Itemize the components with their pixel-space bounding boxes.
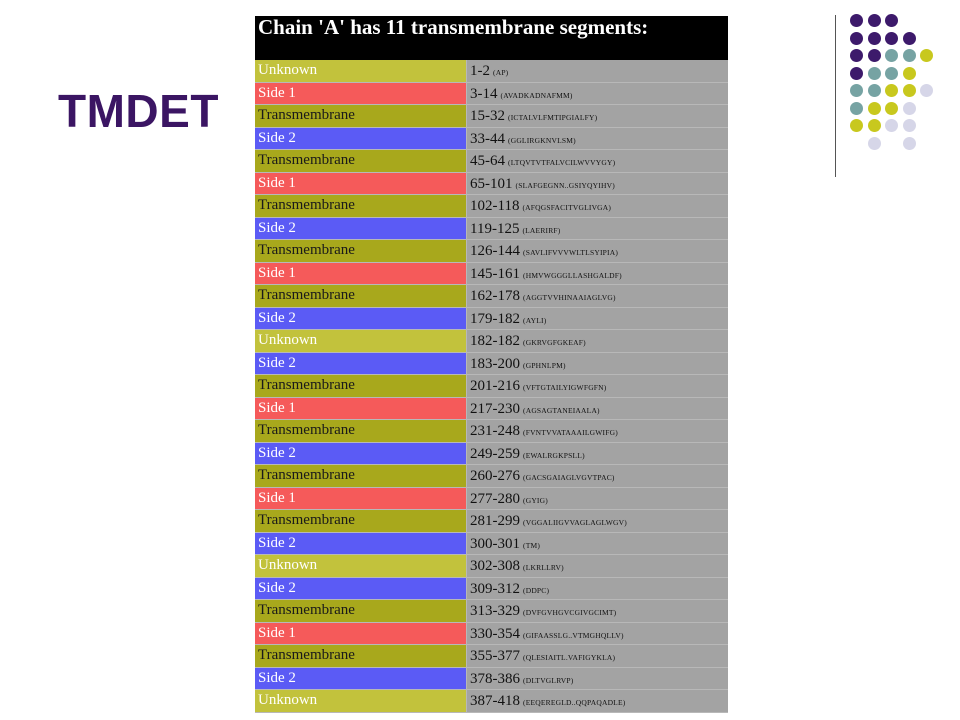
decorative-dot	[868, 119, 881, 132]
segment-sequence: (DLTVGLRVP)	[523, 675, 574, 685]
decorative-dot	[885, 49, 898, 62]
decorative-dot	[850, 67, 863, 80]
segment-range-cell	[467, 600, 728, 622]
segment-range-cell	[467, 488, 728, 510]
segment-sequence: (GGLIRGKNVLSM)	[508, 135, 576, 145]
segment-range-cell	[467, 465, 728, 487]
table-row	[255, 173, 728, 196]
segment-type-cell: Side 1	[255, 398, 467, 420]
table-row	[255, 690, 728, 713]
segment-sequence: (AP)	[493, 68, 509, 77]
segment-range-cell	[467, 645, 728, 667]
segment-range: 119-125	[470, 220, 520, 237]
segment-type-cell: Transmembrane	[255, 375, 467, 397]
decorative-dot	[885, 32, 898, 45]
table-row	[255, 330, 728, 353]
table-row	[255, 128, 728, 151]
segment-sequence: (GYIG)	[523, 495, 548, 505]
segment-range-cell	[467, 668, 728, 690]
decorative-dot	[850, 84, 863, 97]
table-row	[255, 668, 728, 691]
segment-range-cell	[467, 353, 728, 375]
segment-sequence: (GACSGAIAGLVGVTPAC)	[523, 473, 615, 482]
table-row	[255, 645, 728, 668]
tmdet-results-table	[255, 16, 728, 713]
decorative-dot	[868, 137, 881, 150]
segment-range-cell	[467, 308, 728, 330]
table-row	[255, 353, 728, 376]
segment-type-cell: Side 1	[255, 488, 467, 510]
table-row	[255, 285, 728, 308]
segment-type-cell: Side 1	[255, 83, 467, 105]
segment-sequence: (AGGTVVHINAAIAGLVG)	[523, 293, 616, 302]
segment-range: 145-161	[470, 265, 520, 282]
decorative-dot	[903, 67, 916, 80]
segment-range-cell	[467, 263, 728, 285]
segment-type-cell: Transmembrane	[255, 195, 467, 217]
segment-type-cell: Transmembrane	[255, 420, 467, 442]
segment-range-cell	[467, 60, 728, 82]
segment-sequence: (AYLI)	[523, 315, 547, 325]
segment-sequence: (FVNTVVATAAAILGWIFG)	[523, 428, 618, 437]
segment-type-cell: Side 2	[255, 128, 467, 150]
decorative-dot	[868, 14, 881, 27]
segment-type-cell: Transmembrane	[255, 150, 467, 172]
segment-type-cell: Side 2	[255, 218, 467, 240]
segment-range-cell	[467, 623, 728, 645]
segment-sequence: (AFQGSFACITVGLIVGA)	[522, 203, 612, 212]
segment-range: 162-178	[470, 288, 520, 304]
table-row	[255, 600, 728, 623]
segment-range-cell	[467, 285, 728, 307]
segment-range: 102-118	[470, 198, 520, 214]
segment-type-cell: Unknown	[255, 330, 467, 352]
segment-sequence: (GKRVGFGKEAF)	[523, 338, 586, 347]
segment-range-cell	[467, 128, 728, 150]
table-row	[255, 398, 728, 421]
segment-sequence: (DDPC)	[523, 585, 550, 595]
segment-type-cell: Side 2	[255, 308, 467, 330]
segment-range: 126-144	[470, 243, 520, 259]
segment-range-cell	[467, 533, 728, 555]
decorative-dot	[885, 84, 898, 97]
table-row	[255, 240, 728, 263]
segment-range: 65-101	[470, 175, 513, 192]
segment-range-cell	[467, 398, 728, 420]
segment-sequence: (AGSAGTANEIAALA)	[523, 405, 600, 415]
segment-range: 183-200	[470, 355, 520, 372]
decorative-dot	[850, 32, 863, 45]
segment-type-cell: Side 2	[255, 353, 467, 375]
slide-title: TMDET	[58, 85, 219, 137]
segment-range: 33-44	[470, 130, 505, 147]
table-row	[255, 488, 728, 511]
segment-range: 45-64	[470, 153, 505, 169]
decorative-dot-grid	[850, 14, 950, 154]
segment-sequence: (EEQEREGLD..QQPAQADLE)	[523, 698, 626, 707]
decorative-dot	[903, 32, 916, 45]
decorative-dot	[868, 102, 881, 115]
segment-range-cell	[467, 330, 728, 352]
segment-range-cell	[467, 83, 728, 105]
table-row	[255, 150, 728, 173]
segment-sequence: (DVFGVHGVCGIVGCIMT)	[523, 608, 617, 617]
table-row	[255, 623, 728, 646]
segment-sequence: (VGGALIIGVVAGLAGLWGV)	[523, 518, 627, 527]
segment-range: 231-248	[470, 423, 520, 439]
segment-range: 260-276	[470, 468, 520, 484]
segment-type-cell: Side 1	[255, 263, 467, 285]
table-row	[255, 105, 728, 128]
segment-range: 309-312	[470, 580, 520, 597]
segment-range-cell	[467, 173, 728, 195]
decorative-dot	[850, 102, 863, 115]
segment-type-cell: Unknown	[255, 555, 467, 577]
segment-sequence: (LTQVTVTFALVCILWVVYGY)	[508, 158, 616, 167]
decorative-dot	[885, 67, 898, 80]
segment-range-cell	[467, 510, 728, 532]
decorative-dot	[903, 49, 916, 62]
segment-type-cell: Side 2	[255, 578, 467, 600]
decorative-dot	[885, 102, 898, 115]
segment-range-cell	[467, 105, 728, 127]
decorative-dot	[920, 84, 933, 97]
segment-type-cell: Unknown	[255, 60, 467, 82]
decorative-dot	[868, 49, 881, 62]
table-row	[255, 555, 728, 578]
segment-range: 281-299	[470, 513, 520, 529]
table-row	[255, 375, 728, 398]
segment-range: 387-418	[470, 693, 520, 709]
segment-range-cell	[467, 375, 728, 397]
segment-sequence: (GIFAASSLG..VTMGHQLLV)	[523, 630, 624, 640]
decorative-dot	[868, 67, 881, 80]
decorative-dot	[903, 119, 916, 132]
segment-type-cell: Side 2	[255, 533, 467, 555]
segment-range: 330-354	[470, 625, 520, 642]
decorative-dot	[868, 84, 881, 97]
segment-range: 15-32	[470, 108, 505, 124]
segment-range: 249-259	[470, 445, 520, 462]
segment-range-cell	[467, 690, 728, 712]
segment-range-cell	[467, 420, 728, 442]
segment-sequence: (TM)	[523, 540, 541, 550]
table-row	[255, 465, 728, 488]
segment-range: 302-308	[470, 558, 520, 574]
segment-type-cell: Transmembrane	[255, 240, 467, 262]
decorative-dot	[868, 32, 881, 45]
segment-range-cell	[467, 578, 728, 600]
decorative-dot	[920, 49, 933, 62]
segment-sequence: (LKRLLRV)	[523, 563, 564, 572]
decorative-dot	[903, 102, 916, 115]
table-row	[255, 195, 728, 218]
segment-range: 3-14	[470, 85, 498, 102]
segment-range: 378-386	[470, 670, 520, 687]
table-row	[255, 578, 728, 601]
table-row	[255, 308, 728, 331]
segment-type-cell: Unknown	[255, 690, 467, 712]
table-row	[255, 510, 728, 533]
segment-sequence: (SLAFGEGNN..GSIYQYIHV)	[515, 180, 615, 190]
segment-range-cell	[467, 555, 728, 577]
segment-range-cell	[467, 240, 728, 262]
segment-sequence: (GPHNLPM)	[523, 360, 566, 370]
segment-range-cell	[467, 150, 728, 172]
table-row	[255, 443, 728, 466]
segment-type-cell: Side 1	[255, 623, 467, 645]
segment-type-cell: Side 1	[255, 173, 467, 195]
decorative-dot	[850, 49, 863, 62]
table-row	[255, 218, 728, 241]
vertical-divider	[835, 15, 836, 177]
table-row	[255, 60, 728, 83]
segment-type-cell: Side 2	[255, 443, 467, 465]
table-row	[255, 83, 728, 106]
segment-type-cell: Side 2	[255, 668, 467, 690]
segment-sequence: (LAERIRF)	[522, 225, 561, 235]
segment-sequence: (HMVWGGGLLASHGALDF)	[523, 270, 622, 280]
segment-range-cell	[467, 195, 728, 217]
segment-type-cell: Transmembrane	[255, 285, 467, 307]
segment-range: 179-182	[470, 310, 520, 327]
table-row	[255, 263, 728, 286]
table-row	[255, 420, 728, 443]
segment-range: 355-377	[470, 648, 520, 664]
segment-range: 182-182	[470, 333, 520, 349]
table-header: Chain 'A' has 11 transmembrane segments:	[255, 16, 728, 60]
segment-sequence: (QLESIAITL.VAFIGYKLA)	[523, 653, 616, 662]
segment-range: 277-280	[470, 490, 520, 507]
segment-type-cell: Transmembrane	[255, 510, 467, 532]
segment-range: 217-230	[470, 400, 520, 417]
segment-sequence: (AVADKADNAFMM)	[500, 90, 573, 100]
decorative-dot	[885, 14, 898, 27]
table-row	[255, 533, 728, 556]
table-body	[255, 60, 728, 713]
decorative-dot	[903, 84, 916, 97]
decorative-dot	[850, 14, 863, 27]
decorative-dot	[885, 119, 898, 132]
segment-type-cell: Transmembrane	[255, 105, 467, 127]
segment-range: 1-2	[470, 63, 490, 79]
segment-range: 201-216	[470, 378, 520, 394]
segment-sequence: (ICTALVLFMTIPGIALFY)	[508, 113, 598, 122]
segment-type-cell: Transmembrane	[255, 645, 467, 667]
segment-range: 313-329	[470, 603, 520, 619]
decorative-dot	[850, 119, 863, 132]
decorative-dot	[903, 137, 916, 150]
segment-range-cell	[467, 443, 728, 465]
segment-type-cell: Transmembrane	[255, 600, 467, 622]
segment-range-cell	[467, 218, 728, 240]
segment-sequence: (EWALRGKPSLL)	[523, 450, 585, 460]
segment-sequence: (VFTGTAILYIGWFGFN)	[523, 383, 607, 392]
segment-type-cell: Transmembrane	[255, 465, 467, 487]
segment-range: 300-301	[470, 535, 520, 552]
segment-sequence: (SAVLIFVVVWLTLSYIPIA)	[523, 248, 619, 257]
